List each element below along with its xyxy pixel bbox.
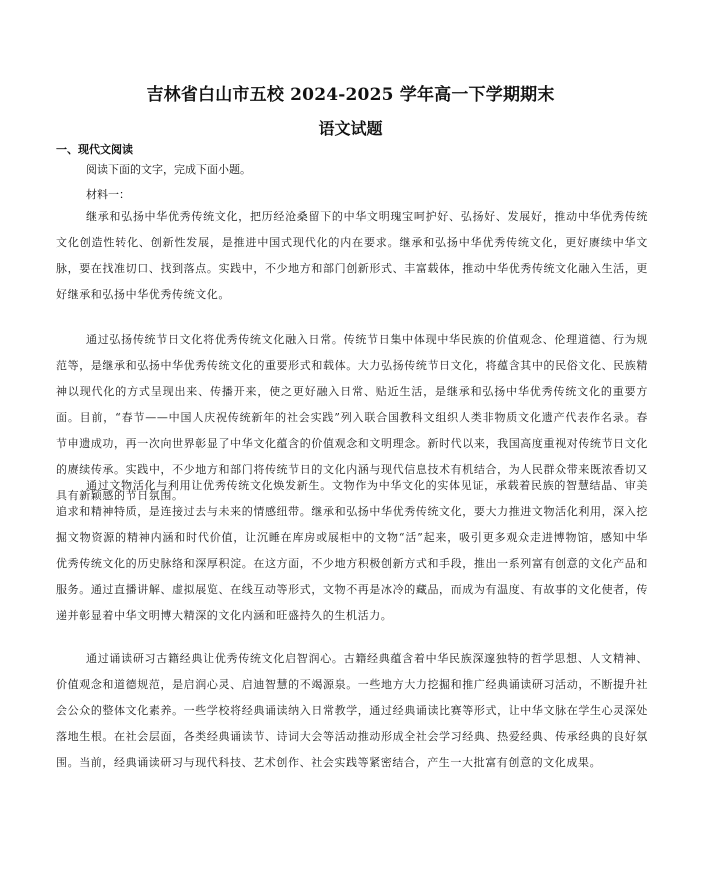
reading-instruction: 阅读下面的文字，完成下面小题。 [86,163,251,176]
paragraph-2: 通过弘扬传统节日文化将优秀传统文化融入日常。传统节日集中体现中华民族的价值观念、伦理道德、行为规范等，是继承和弘扬中华优秀传统文化的重要形式和载体。大力弘扬传统节日文化，将蕴含其中的民俗文化、民族精神以现代化的方式呈现出来、传播开来，使之更好融入日常、贴近生活，是继承和弘扬中华优秀传统文化的重要方面。目前，“春节——中国人庆祝传统新年的社会实践”列入联合国教科文组织人类非物质文化遗产代表作名录。春节申遗成功，再一次向世界彰显了中华文化蕴含的价值观念和文明理念。新时代以来，我国高度重视对传统节日文化的赓续传承。实践中，不少地方和部门将传统节日的文化内涵与现代信息技术有机结合，为人民群众带来既浓香切又具有新颖感的节日氛围。 [56,333,648,502]
paragraph-1: 继承和弘扬中华优秀传统文化，把历经沧桑留下的中华文明瑰宝呵护好、弘扬好、发展好，推动中华优秀传统文化创造性转化、创新性发展，是推进中国式现代化的内在要求。继承和弘扬中华优秀传统文化，更好赓续中华文脉，要在找准切口、找到落点。实践中，不少地方和部门创新形式、丰富载体，推动中华优秀传统文化融入生活，更好继承和弘扬中华优秀传统文化。 [56,210,648,301]
document-subtitle: 语文试题 [318,119,383,138]
paragraph-4: 通过诵读研习古籍经典让优秀传统文化启智润心。古籍经典蕴含着中华民族深邃独特的哲学思想、人文精神、价值观念和道德规范，是启润心灵、启迪智慧的不竭源泉。一些地方大力挖掘和推广经典诵读研习活动，不断提升社会公众的整体文化素养。一些学校将经典诵读纳入日常教学，通过经典诵读比赛等形式，让中华文脉在学生心灵深处落地生根。在社会层面，各类经典诵读节、诗词大会等活动推动形成全社会学习经典、热爱经典、传承经典的良好氛围。当前，经典诵读研习与现代科技、艺术创作、社会实践等紧密结合，产生一大批富有创意的文化成果。 [56,652,648,769]
material-label: 材料一： [86,188,130,201]
document-title: 吉林省白山市五校 2024-2025 学年高一下学期期末 [146,85,555,105]
section-heading: 一、现代文阅读 [56,143,133,156]
paragraph-3: 通过文物活化与利用让优秀传统文化焕发新生。文物作为中华文化的实体见证，承载着民族的智慧结晶、审美追求和精神特质，是连接过去与未来的情感纽带。继承和弘扬中华优秀传统文化，要大力推进文物活化利用，深入挖掘文物资源的精神内涵和时代价值，让沉睡在库房或展柜中的文物“活”起来，吸引更多观众走进博物馆，感知中华优秀传统文化的历史脉络和深厚积淀。在这方面，不少地方积极创新方式和手段，推出一系列富有创意的文化产品和服务。通过直播讲解、虚拟展览、在线互动等形式，文物不再是冰冷的藏品，而成为有温度、有故事的文化使者，传递并彰显着中华文明博大精深的文化内涵和旺盛持久的生机活力。 [56,479,648,622]
